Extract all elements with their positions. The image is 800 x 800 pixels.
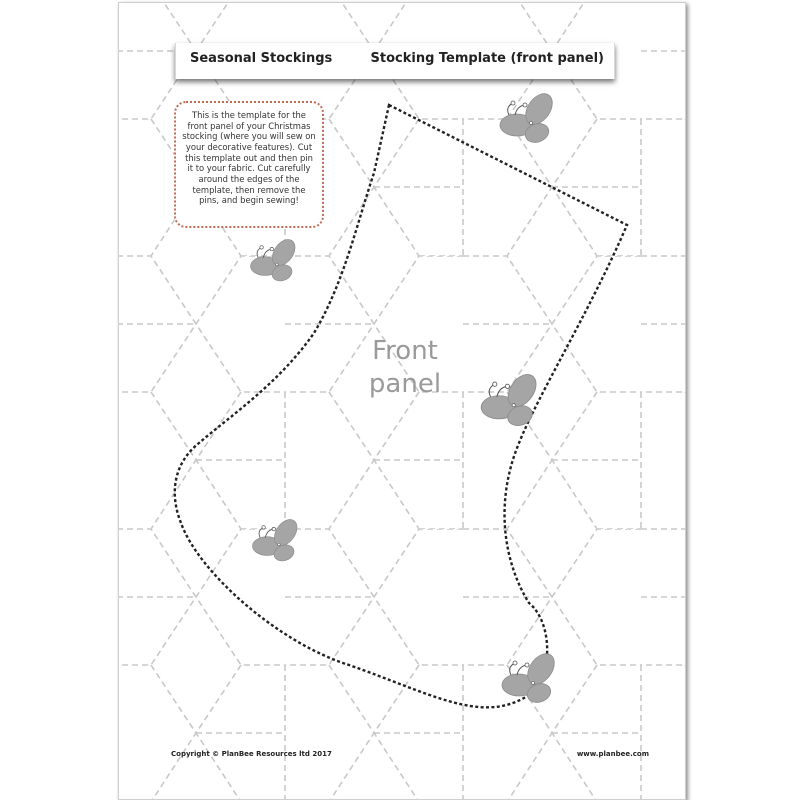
footer-website: www.planbee.com xyxy=(576,750,649,758)
template-label-line1: Front xyxy=(372,336,438,366)
instructions-text: This is the template for the front panel of your Christmas stocking (where you will sew on your decorative features). Cut this template out and then pin it to your fabric. Cut carefully around the edges of the template, then remove the pins, and begin sewing! xyxy=(182,110,316,206)
worksheet-page xyxy=(118,2,686,800)
header-right-title: Stocking Template (front panel) xyxy=(370,51,604,66)
footer-copyright: Copyright © PlanBee Resources ltd 2017 xyxy=(171,750,332,758)
header-left-title: Seasonal Stockings xyxy=(190,51,333,66)
instructions-box xyxy=(174,101,324,228)
template-label-line2: panel xyxy=(368,368,442,399)
header-banner xyxy=(175,43,615,79)
template-label xyxy=(357,335,453,400)
